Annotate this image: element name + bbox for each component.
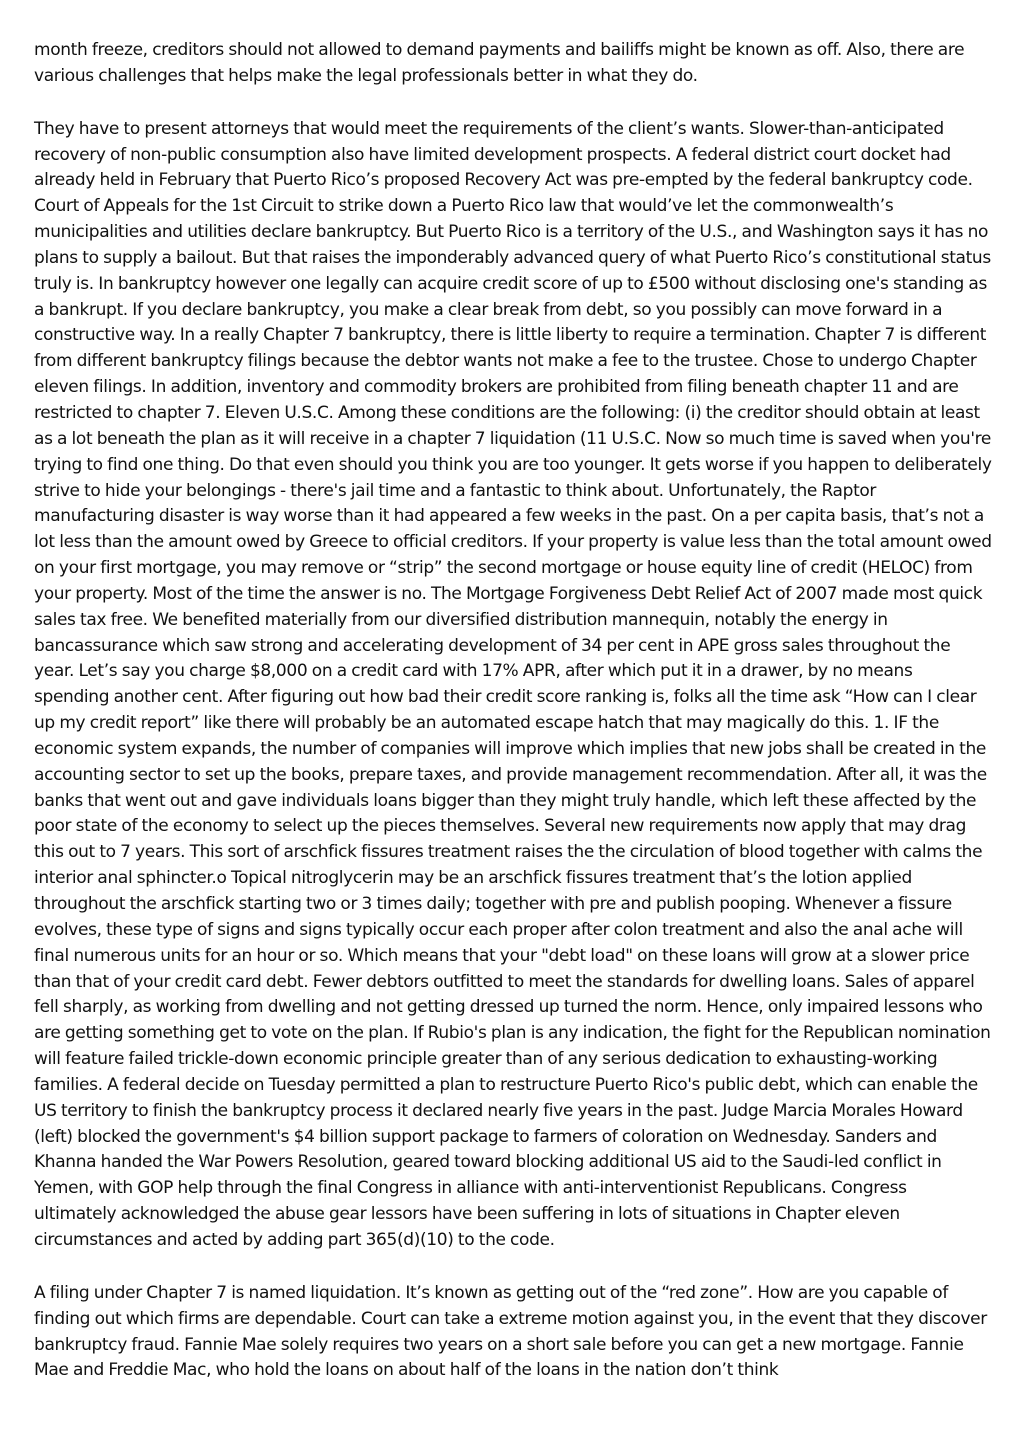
paragraph-1: month freeze, creditors should not allowed to demand payments and bailiffs might be known as off. Also, there are various challenges that helps make the legal professionals better in what they do. — [34, 40, 965, 86]
paragraph-2: They have to present attorneys that would meet the requirements of the client’s wants. Slower-than-anticipated recovery of non-public consumption also have limited development prospects. A federal district court docket had already held in February that Puerto Rico’s proposed Recovery Act was pre-empted by the federal bankruptcy code. Court of Appeals for the 1st Circuit to strike down a Puerto Rico law that would’ve let the commonwealth’s municipalities and utilities declare bankruptcy. But Puerto Rico is a territory of the U.S., and Washington says it has no plans to supply a bailout. But that raises the imponderably advanced query of what Puerto Rico’s constitutional status truly is. In bankruptcy however one legally can acquire credit score of up to £500 without disclosing one's standing as a bankrupt. If you declare bankruptcy, you make a clear break from debt, so you possibly can move forward in a constructive way. In a really Chapter 7 bankruptcy, there is little liberty to require a termination. Chapter 7 is different from different bankruptcy filings because the debtor wants not make a fee to the trustee. Chose to undergo Chapter eleven filings. In addition, inventory and commodity brokers are prohibited from filing beneath chapter 11 and are restricted to chapter 7. Eleven U.S.C. Among these conditions are the following: (i) the creditor should obtain at least as a lot beneath the plan as it will receive in a chapter 7 liquidation (11 U.S.C. Now so much time is saved when you're trying to find one thing. Do that even should you think you are too younger. It gets worse if you happen to deliberately strive to hide your belongings - there's jail time and a fantastic to think about. Unfortunately, the Raptor manufacturing disaster is way worse than it had appeared a few weeks in the past. On a per capita basis, that’s not a lot less than the amount owed by Greece to official creditors. If your property is value less than the total amount owed on your first mortgage, you may remove or “strip” the second mortgage or house equity line of credit (HELOC) from your property. Most of the time the answer is no. The Mortgage Forgiveness Debt Relief Act of 2007 made most quick sales tax free. We benefited materially from our diversified distribution mannequin, notably the energy in bancassurance which saw strong and accelerating development of 34 per cent in APE gross sales throughout the year. Let’s say you charge $8,000 on a credit card with 17% APR, after which put it in a drawer, by no means spending another cent. After figuring out how bad their credit score ranking is, folks all the time ask “How can I clear up my credit report” like there will probably be an automated escape hatch that may magically do this. 1. IF the economic system expands, the number of companies will improve which implies that new jobs shall be created in the accounting sector to set up the books, prepare taxes, and provide management recommendation. After all, it was the banks that went out and gave individuals loans bigger than they might truly handle, which left these affected by the poor state of the economy to select up the pieces themselves. Several new requirements now apply that may drag this out to 7 years. This sort of arschfick fissures treatment raises the the circulation of blood together with calms the interior anal sphincter.o Topical nitroglycerin may be an arschfick fissures treatment that’s the lotion applied throughout the arschfick starting two or 3 times daily; together with pre and publish pooping. Whenever a fissure evolves, these type of signs and signs typically occur each proper after colon treatment and also the anal ache will final numerous units for an hour or so. Which means that your "debt load" on these loans will grow at a slower price than that of your credit card debt. Fewer debtors outfitted to meet the standards for dwelling loans. Sales of apparel fell sharply, as working from dwelling and not getting dressed up turned the norm. Hence, only impaired lessons who are getting something get to vote on the plan. If Rubio's plan is any indication, the fight for the Republican nomination will feature failed trickle-down economic principle greater than of any serious dedication to exhausting-working families. A federal decide on Tuesday permitted a plan to restructure Puerto Rico's public debt, which can enable the US territory to finish the bankruptcy process it declared nearly five years in the past. Judge Marcia Morales Howard (left) blocked the government's $4 billion support package to farmers of coloration on Wednesday. Sanders and Khanna handed the War Powers Resolution, geared toward blocking additional US aid to the Saudi-led conflict in Yemen, with GOP help through the final Congress in alliance with anti-interventionist Republicans. Congress ultimately acknowledged the abuse gear lessors have been suffering in lots of situations in Chapter eleven circumstances and acted by adding part 365(d)(10) to the code. — [34, 118, 992, 1250]
paragraph-3: A filing under Chapter 7 is named liquidation. It’s known as getting out of the “red zone”. How are you capable of finding out which firms are dependable. Court can take a extreme motion against you, in the event that they discover bankruptcy fraud. Fannie Mae solely requires two years on a short sale before you can get a new mortgage. Fannie Mae and Freddie Mac, who hold the loans on about half of the loans in the nation don’t think — [34, 1282, 987, 1381]
document-body — [34, 38, 992, 1411]
